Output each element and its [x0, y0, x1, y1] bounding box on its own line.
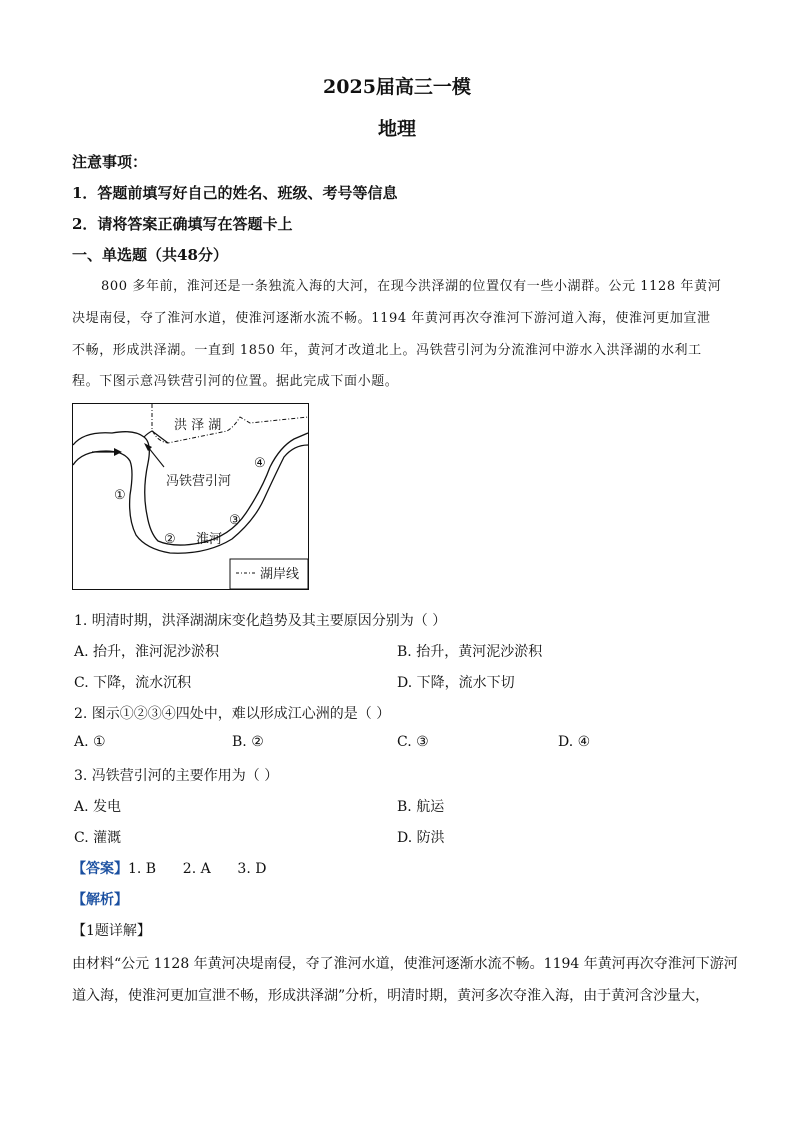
detail-label: 【1题详解】: [72, 923, 151, 939]
analysis-label: 【解析】: [72, 892, 128, 908]
q3-option-b: B. 航运: [397, 799, 445, 815]
section-heading: 一、单选题（共48分）: [72, 246, 228, 264]
answer-label: 【答案】: [72, 861, 128, 877]
map-figure: [72, 403, 310, 591]
exam-title: 2025届高三一模: [323, 76, 471, 98]
analysis-line: 道入海，使淮河更加宣泄不畅，形成洪泽湖”分析，明清时期，黄河多次夺淮入海，由于黄河含沙量大，: [72, 988, 710, 1004]
question-3-stem: 3. 冯铁营引河的主要作用为（ ）: [74, 768, 279, 784]
marker-1: ①: [114, 488, 126, 503]
q2-option-b: B. ②: [232, 734, 264, 750]
q3-option-a: A. 发电: [74, 799, 122, 815]
q2-option-d: D. ④: [558, 734, 591, 750]
q2-option-a: A. ①: [74, 734, 106, 750]
notes-heading: 注意事项：: [72, 153, 148, 171]
q1-option-c: C. 下降，流水沉积: [74, 675, 192, 691]
q3-option-c: C. 灌溉: [74, 830, 122, 846]
q1-option-d: D. 下降，流水下切: [397, 675, 515, 691]
q1-option-a: A. 抬升，淮河泥沙淤积: [74, 644, 220, 660]
note-item: 2．请将答案正确填写在答题卡上: [72, 215, 293, 233]
q2-option-c: C. ③: [397, 734, 429, 750]
question-1-stem: 1. 明清时期，洪泽湖湖床变化趋势及其主要原因分别为（ ）: [74, 613, 447, 629]
analysis-line: 由材料“公元 1128 年黄河决堤南侵，夺了淮河水道，使淮河逐渐水流不畅。1194 年黄河再次夺淮河下游河: [72, 956, 738, 972]
subject-title: 地理: [377, 118, 416, 140]
answer-content: 1. B 2. A 3. D: [128, 861, 267, 877]
marker-3: ③: [229, 513, 241, 528]
lake-label: 洪 泽 湖: [174, 418, 222, 433]
canal-label: 冯铁营引河: [166, 474, 232, 489]
answer-row: [72, 858, 266, 878]
marker-2: ②: [164, 532, 176, 547]
river-label: 淮河: [196, 532, 223, 547]
q3-option-d: D. 防洪: [397, 830, 445, 846]
marker-4: ④: [254, 456, 266, 471]
question-2-stem: 2. 图示①②③④四处中，难以形成江心洲的是（ ）: [74, 706, 391, 722]
legend-label: 湖岸线: [260, 567, 300, 582]
passage-line: 不畅，形成洪泽湖。一直到 1850 年，黄河才改道北上。冯铁营引河为分流淮河中游水入洪泽湖的水利工: [72, 343, 702, 358]
passage-line: 决堤南侵，夺了淮河水道，使淮河逐渐水流不畅。1194 年黄河再次夺淮河下游河道入海，使淮河更加宣泄: [72, 311, 711, 326]
passage-line: 800 多年前，淮河还是一条独流入海的大河，在现今洪泽湖的位置仅有一些小湖群。公元 1128 年黄河: [101, 279, 722, 294]
q1-option-b: B. 抬升，黄河泥沙淤积: [397, 644, 543, 660]
note-item: 1．答题前填写好自己的姓名、班级、考号等信息: [72, 184, 398, 202]
passage-line: 程。下图示意冯铁营引河的位置。据此完成下面小题。: [72, 374, 399, 389]
